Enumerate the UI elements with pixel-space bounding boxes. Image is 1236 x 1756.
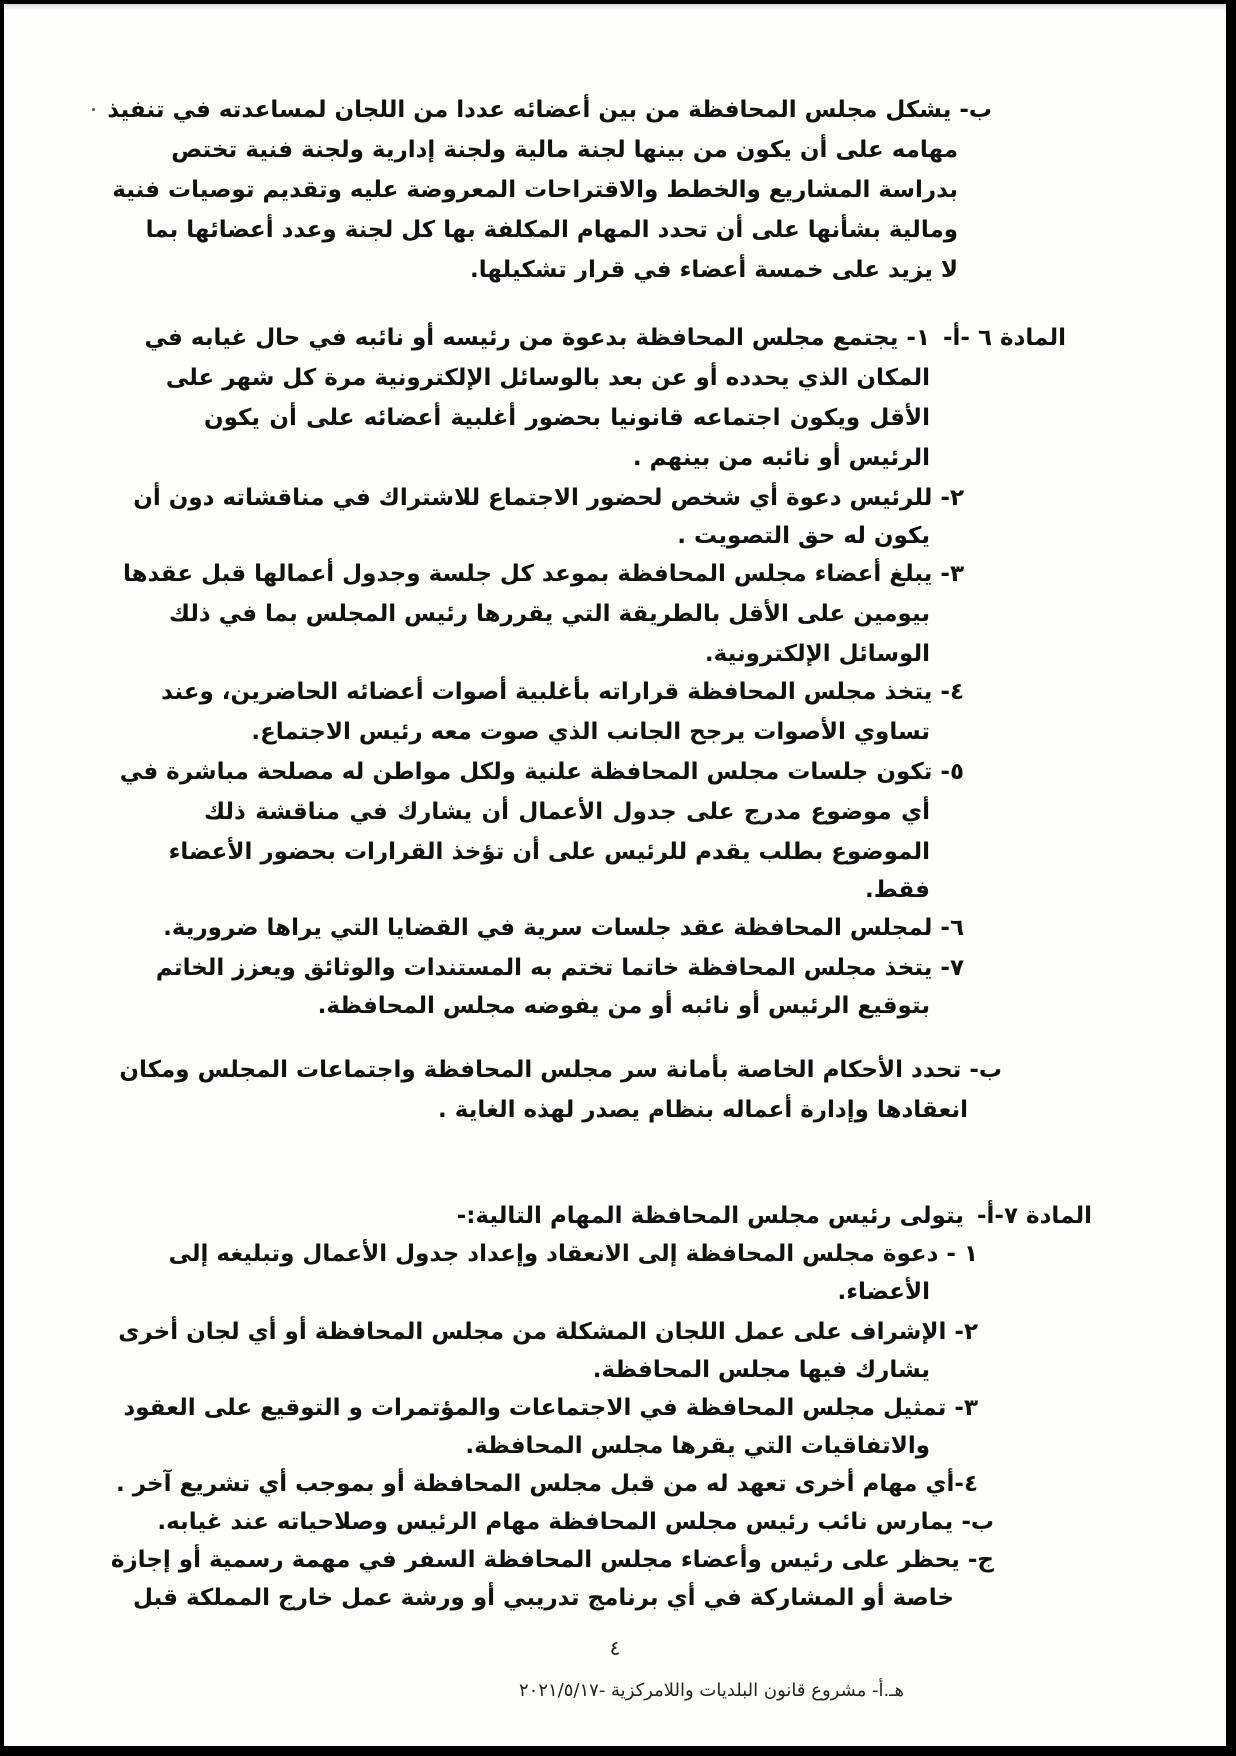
article-heading: المادة ٦ -أ- [943,325,1066,351]
scan-speck [92,108,95,111]
page-number: ٤ [609,1636,621,1660]
article-heading: المادة ٧-أ- [977,1203,1092,1229]
scan-edge [4,4,1226,10]
footer-text: هـ.أ- مشروع قانون البلديات واللامركزية -٢٠٢١/٥/١٧ [519,1680,904,1701]
document-page: ب- يشكل مجلس المحافظة من بين أعضائه عددا من اللجان لمساعدته في تنفيذ مهامه على أن يكون من بينها لجنة مالية ولجنة إدارية ولجنة فنية تختص بدراسة المشاريع والخطط والاقتراحات المعروضة عليه وتقديم توصيات فنية ومالية بشأنها على أن تحدد المهام المكلفة بها كل لجنة وعدد أعضائها بما لا يزيد على خمسة أعضاء في قرار تشكيلها. المادة ٦ -أ- ١- يجتمع مجلس المحافظة بدعوة من رئيسه أو نائبه في حال غيابه في المكان الذي يحدده أو عن بعد بالوسائل الإلكترونية مرة كل شهر على الأقل ويكون اجتماعه قانونيا بحضور أغلبية أعضائه على أن يكون الرئيس أو نائبه من بينهم . ٢- للرئيس دعوة أي شخص لحضور الاجتماع للاشتراك في مناقشاته دون أن يكون له حق التصويت . ٣- يبلغ أعضاء مجلس المحافظة بموعد كل جلسة وجدول أعمالها قبل عقدها بيومين على الأقل بالطريقة التي يقررها رئيس المجلس بما في ذلك الوسائل الإلكترونية. ٤- يتخذ مجلس المحافظة قراراته بأغلبية أصوات أعضائه الحاضرين، وعند تساوي الأصوات يرجح الجانب الذي صوت معه رئيس الاجتماع. ٥- تكون جلسات مجلس المحافظة علنية ولكل مواطن له مصلحة مباشرة في أي موضوع مدرج على جدول الأعمال أن يشارك في مناقشة ذلك الموضوع بطلب يقدم للرئيس على أن تؤخذ القرارات بحضور الأعضاء فقط. ٦- لمجلس المحافظة عقد جلسات سرية في القضايا التي يراها ضرورية. ٧- يتخذ مجلس المحافظة خاتما تختم به المستندات والوثائق ويعزز الخاتم بتوقيع الرئيس أو نائبه أو من يفوضه مجلس المحافظة. ب- تحدد الأحكام الخاصة بأمانة سر مجلس المحافظة واجتماعات المجلس ومكان انعقادها وإدارة أعماله بنظام يصدر لهذه الغاية . المادة ٧-أ- يتولى رئيس مجلس المحافظة المهام التالية:- ١ - دعوة مجلس المحافظة إلى الانعقاد وإعداد جدول الأعمال وتبليغه إلى الأعضاء. ٢- الإشراف على عمل اللجان المشكلة من مجلس المحافظة أو أي لجان أخرى يشارك فيها مجلس المحافظة. ٣- تمثيل مجلس المحافظة في الاجتماعات والمؤتمرات و التوقيع على العقود والاتفاقيات التي يقرها مجلس المحافظة. ٤-أي مهام أخرى تعهد له من قبل مجلس المحافظة أو بموجب أي تشريع آخر . ب- يمارس نائب رئيس مجلس المحافظة مهام الرئيس وصلاحياته عند غيابه. ج- يحظر على رئيس وأعضاء مجلس المحافظة السفر في مهمة رسمية أو إجازة خاصة أو المشاركة في أي برنامج تدريبي أو ورشة عمل خارج المملكة قبل ٤ هـ.أ- مشروع قانون البلديات واللامركزية -٢٠٢١/٥/١٧ [4,4,1226,1746]
